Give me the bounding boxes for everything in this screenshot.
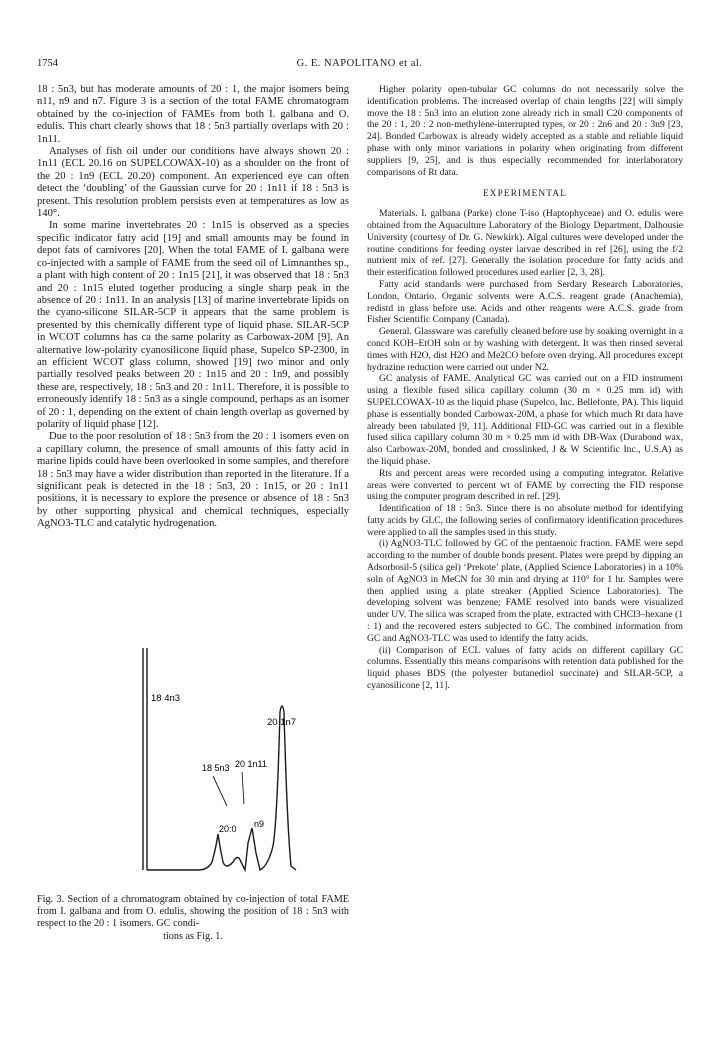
pointer-185n3 [213, 776, 227, 806]
peak-label-20-0: 20:0 [219, 824, 237, 834]
body-paragraph: Due to the poor resolution of 18 : 5n3 from the 20 : 1 isomers even on a capillary column, the presence of small amounts of this fatty acid in marine lipids could have been overlooked in some samples, and therefore 18 : 5n3 may have a wider distribution than reported in the literature. If a significant peak is detected in the 18 : 5n3, 20 : 1n15, or 20 : 1n11 positions, it is necessary to explore the presence or absence of 18 : 5n3 by other supporting physical and chemical techniques, especially AgNO3-TLC and catalytic hydrogenation. [37, 431, 349, 530]
body-paragraph: GC analysis of FAME. Analytical GC was carried out on a FID instrument using a flexible fused silica capillary column (30 m × 0.25 mm id) with SUPELCOWAX-10 as the liquid phase (Supelco, Inc. Bellefonte, PA). This liquid phase is essentially bonded Carbowax-20M, a phase for which much Rt data have already been tabulated [9, 11]. Additional FID-GC was carried out in a flexible fused silica capillary column 30 m × 0.25 mm id with DB-Wax (Durabond wax, also Carbowax-20M, bonded and crosslinked, J & W Scientific Inc., U.S.A) as the liquid phase. [367, 373, 683, 467]
body-paragraph: In some marine invertebrates 20 : 1n15 is observed as a species specific indicator fatty acid [19] and small amounts may be found in depot fats of carnivores [20]. When the total FAME of I. galbana were co-injected with a sample of FAME from the seed oil of Limnanthes sp., a plant with high content of 20 : 1n15 [21], it was observed that 18 : 5n3 and 20 : 1n15 eluted together producing a single sharp peak in the absence of 20 : 1n11. In an analysis [13] of marine invertebrate lipids on the cyano-silicone SILAR-5CP it appears that the same problem is presented by this chemically different type of liquid phase. SILAR-5CP in WCOT columns has ca the same polarity as Carbowax-20M [9]. An alternative low-polarity cyanosilicone liquid phase, Supelco SP-2300, in an efficient WCOT glass column, showed [19] two minor and only partially resolved peaks between 20 : 1n15 and 20 : 1n9, and possibly these are, respectively, 18 : 5n3 and 20 : 1n11. Therefore, it is possible to erroneously identify 18 : 5n3 as a single compound, perhaps as an isomer of 20 : 1, depending on the extent of chain length overlap as governed by polarity of liquid phase [12]. [37, 220, 349, 430]
peak-label-18-5n3: 18 5n3 [202, 763, 230, 773]
section-heading: EXPERIMENTAL [482, 188, 568, 199]
peak-label-20-1n7: 20 1n7 [267, 717, 297, 728]
pointer-201n11 [242, 772, 244, 804]
figure-3 [37, 648, 349, 943]
body-paragraph: Materials. I. galbana (Parke) clone T-iso (Haptophyceae) and O. edulis were obtained from the Aquaculture Laboratory of the Biology Department, Dalhousie University (courtesy of Dr. G. Newkirk). Algal cultures were developed under the routine conditions for feeding oyster larvae described in ref [26], using the f/2 nutrient mix of ref. [27]. Generally the isolation procedure for fatty acids and their esterification followed procedures used earlier [2, 3, 28]. [367, 208, 683, 279]
body-paragraph: General. Glassware was carefully cleaned before use by soaking overnight in a concd KOH–EtOH soln or by washing with detergent. It was then rinsed several times with H2O, dist H2O and Me2CO before oven drying. All procedures except hydrazine reduction were carried out under N2. [367, 326, 683, 373]
body-paragraph: 18 : 5n3, but has moderate amounts of 20 : 1, the major isomers being n11, n9 and n7. Figure 3 is a section of the total FAME chromatogram obtained by the co-injection of FAMEs from both I. galbana and O. edulis. This chart clearly shows that 18 : 5n3 partially overlaps with 20 : 1n11. [37, 84, 349, 145]
body-paragraph: Rts and percent areas were recorded using a computing integrator. Relative areas were converted to percent wt of FAME by correcting the FID response using the computer program described in ref. [29]. [367, 467, 683, 503]
peak-label-20-1n11: 20 1n11 [235, 759, 267, 769]
chromatogram-figure [138, 648, 308, 888]
figure-caption [37, 894, 349, 943]
body-paragraph: (ii) Comparison of ECL values of fatty acids on different capillary GC columns. Essentially this means comparisons with retention data published for the liquid phases BDS (the polyester butanediol succinate) and SILAR-5CP, a cyanosilicone [2, 11]. [367, 644, 683, 692]
body-paragraph: (i) AgNO3-TLC followed by GC of the pentaenoic fraction. FAME were sepd according to the number of double bonds present. Plates were prepd by dipping an Adsorbosil-5 (silica gel) ‘Prekote’ plate, (Applied Science Laboratories) in a 10% soln of AgNO3 in MeCN for 30 min and drying at 110° for 1 hr. Samples were then applied using a plate streaker (Applied Science Laboratories). The developing solvent was benzene; FAME resolved into bands were visualized under UV. The silica was scraped from the plate, extracted with CHCl3–hexane (1 : 1) and the recovered esters subjected to GC. The combined information from GC and AgNO3-TLC was used to identify the fatty acids. [367, 538, 683, 644]
body-paragraph: Identification of 18 : 5n3. Since there is no absolute method for identifying fatty acids by GLC, the following series of confirmatory identification procedures were applied to all the samples used in this study. [367, 503, 683, 538]
peak-label-18-4n3: 18 4n3 [151, 693, 181, 704]
running-head: G. E. NAPOLITANO et al. [296, 58, 423, 69]
left-column [37, 84, 349, 531]
peak-label-n9: n9 [254, 819, 265, 829]
chromatogram-trace [147, 706, 296, 870]
body-paragraph: Analyses of fish oil under our conditions have always shown 20 : 1n11 (ECL 20.16 on SUPELCOWAX-10) as a shoulder on the front of the 20 : 1n9 (ECL 20.20) component. An experienced eye can often detect the ‘doubling’ of the Gaussian curve for 20 : 1n11 if 18 : 5n3 is present. This resolution problem persists even at temperatures as low as 140°. [37, 146, 349, 220]
page-header [37, 58, 682, 74]
caption-line: Fig. 3. Section of a chromatogram obtained by co-injection of total FAME from I. galbana and from O. edulis, showing the position of 18 : 5n3 with respect to the 20 : 1 isomers. GC condi- [37, 894, 349, 930]
body-paragraph: Fatty acid standards were purchased from Serdary Research Laboratories, London, Ontario. Organic solvents were A.C.S. reagent grade (Anachemia), redistd in glass before use. Acids and other reagents were A.C.S. grade from Fisher Scientific Company (Canada). [367, 278, 683, 326]
page-number: 1754 [37, 58, 58, 69]
body-paragraph: Higher polarity open-tubular GC columns do not necessarily solve the identification problems. The increased overlap of chain lengths [22] will simply move the 18 : 5n3 into an elution zone already rich in small C20 components of the 20 : 1, 20 : 2 non-methylene-interrupted types, or 20 : 2n6 and 20 : 3n9 [23, 24]. Bonded Carbowax is already widely accepted as a stable and reliable liquid phase with only minor variations in polarity when originating from different suppliers [9, 25], and is thus especially recommended for interlaboratory comparisons of Rt data. [367, 84, 683, 178]
caption-line: tions as Fig. 1. [163, 930, 223, 942]
right-column [367, 84, 683, 692]
